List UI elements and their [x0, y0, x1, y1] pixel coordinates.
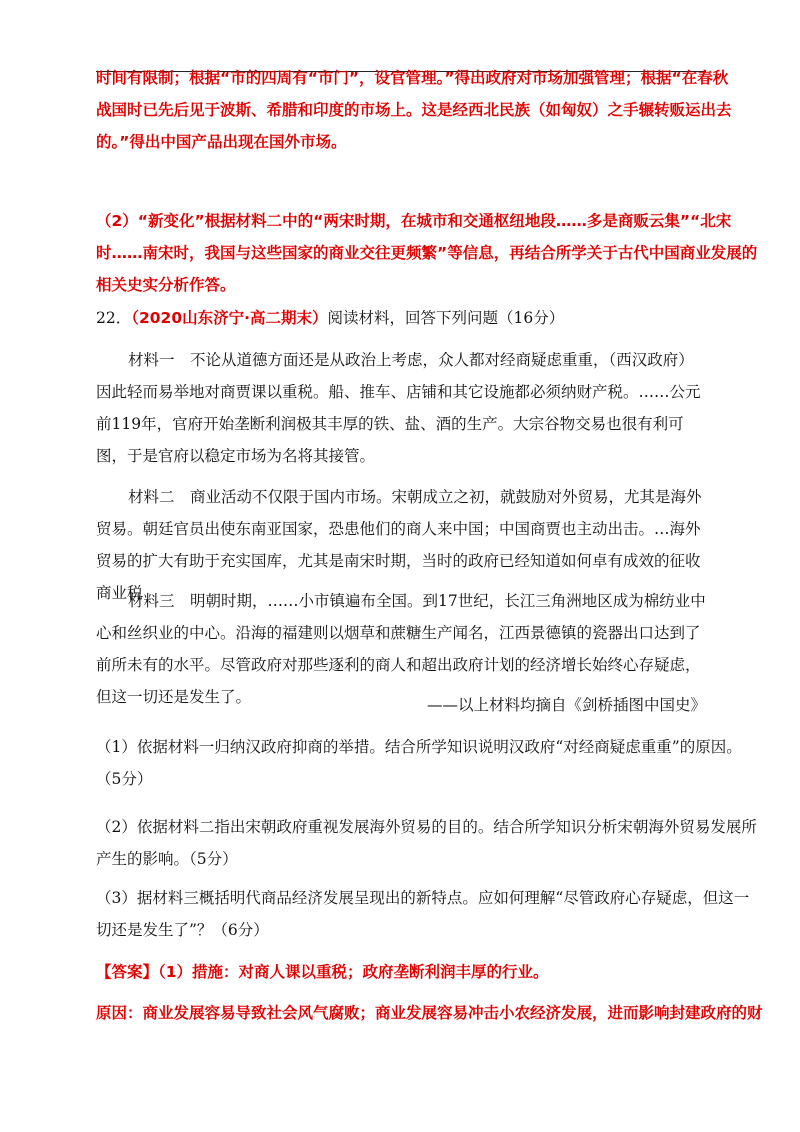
sub-question-line: 产生的影响。（5分） [96, 850, 238, 868]
material-text: 始垄断利润极其丰厚的铁、盐、酒的生产。大宗谷物交易也很有利可图，于是官府以稳定市场为名 [96, 415, 684, 465]
sub-question-2 [96, 811, 757, 875]
answer-text: （1）措施：对商人课以重税；政府垄断利润丰厚的行业。 [158, 963, 549, 981]
material-1 [96, 344, 706, 472]
analysis-line: 时间有限制；根据“市的四周有“市门”，设官管理。”得出政府对市场加强管理；根据“在春秋 [96, 69, 729, 87]
question-prompt: 阅读材料，回答下列问题（16分） [327, 309, 565, 327]
material-citation: ——以上材料均摘自《剑桥插图中国史》 [426, 696, 706, 714]
analysis-line: 相关史实分析作答。 [96, 276, 236, 294]
answer-line-1 [96, 956, 706, 988]
material-text: 将其接管。 [297, 447, 376, 465]
question-source: （2020山东济宁·高二期末） [131, 309, 328, 327]
sub-question-line: （2）依据材料二指出宋朝政府重视发展海外贸易的目的。结合所学知识分析宋朝海外贸易发展所 [96, 818, 757, 836]
sub-question-line: （3）据材料三概括明代商品经济发展呈现出的新特点。应如何理解“尽管政府心存疑虑，但这一 [96, 889, 750, 907]
analysis-previous [96, 62, 732, 158]
material-text: 材料一 不论从道德方面还是从政治上考虑，众人都对经商疑虑重重，（西汉政府）因此轻而 [96, 351, 694, 401]
material-text: 材料三 明朝时期，……小市镇遍布全国。到17世纪，长江三角洲地区成为棉纺业中心和丝 [96, 592, 706, 642]
analysis-line: 战国时已先后见于波斯、希腊和印度的市场上。这是经西北民族（如匈奴）之手辗转贩运出去 [96, 101, 732, 119]
material-text: 材料二 商业活动不仅限于国内市场。宋朝成立之初，就鼓励对外贸易，尤其是海外贸易。朝 [96, 488, 702, 538]
question-number: 22． [96, 309, 132, 327]
answer-line-2 [96, 997, 763, 1029]
answer-text: 原因：商业发展容易导致社会风气腐败；商业发展容易冲击小农经济发展，进而影响封建政府的财 [96, 1004, 763, 1022]
sub-question-3 [96, 882, 750, 946]
sub-question-line: （1）依据材料一归纳汉政府抑商的举措。结合所学知识说明汉政府“对经商疑虑重重”的原因。 [96, 738, 742, 756]
material-text: 易举地对商贾课以重税。船、推车、店铺和其它设施都必须纳财产税。……公元前119年，官府开 [96, 383, 701, 433]
material-text: 廷官员出使东南亚国家，恐患他们的商人来中国；中国商贾也主动出击。…海外贸易的扩大有助于 [96, 520, 701, 570]
material-text: 尽管政府对那些逐利的商人和超出政府计划的经济增长始终心存疑虑，但这一切还是发生了。 [96, 656, 701, 706]
analysis-line: 的。”得出中国产品出现在国外市场。 [96, 133, 347, 151]
material-text: 织业的中心。沿海的福建则以烟草和蔗糖生产闻名，江西景德镇的瓷器出口达到了前所未有的水平。 [96, 624, 701, 674]
sub-question-1 [96, 731, 742, 795]
analysis-line: 时……南宋时，我国与这些国家的商业交往更频繁”等信息，再结合所学关于古代中国商业发展的 [96, 244, 758, 262]
analysis-line: （2）“新变化”根据材料二中的“两宋时期，在城市和交通枢纽地段……多是商贩云集”“北宋 [96, 212, 732, 230]
question-header [96, 302, 706, 334]
analysis-part2 [96, 205, 758, 301]
sub-question-line: 切还是发生了”？（6分） [96, 921, 269, 939]
answer-label: 【答案】 [96, 963, 159, 981]
material-text: 充实国库，尤其是南宋时期，当时的政府已经知道如何卓有成效的征收商业税 [96, 552, 701, 602]
sub-question-line: （5分） [96, 770, 153, 788]
